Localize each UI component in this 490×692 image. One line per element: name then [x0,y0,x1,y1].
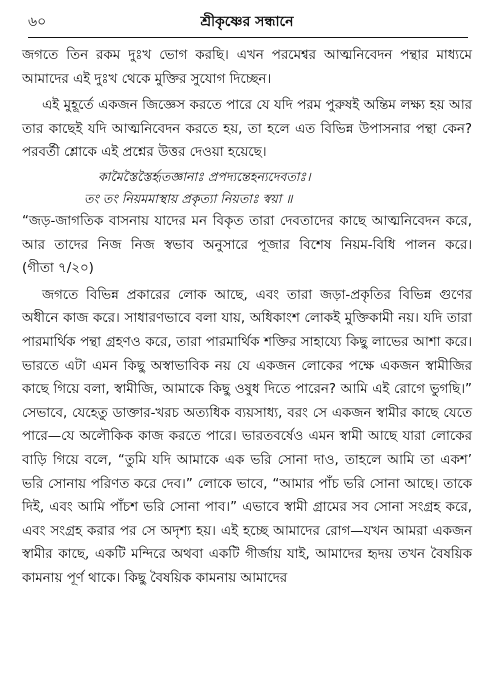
page-number: ৬০ [28,14,47,30]
translation-text: “জড়-জাগতিক বাসনায় যাদের মন বিকৃত তারা দেবতাদের কাছে আত্মনিবেদন করে, আর তাদের নিজ নিজ স্বভাব অনুসারে পূজার বিশেষ নিয়ম-বিধি পালন করে। [22,213,472,253]
page-header [28,10,466,34]
verse-line-1: কামৈস্তৈস্তৈর্হৃতজ্ঞানাঃ প্রপদ্যন্তেহন্যদেবতাঃ। [98,168,311,184]
paragraph-intro: জগতে তিন রকম দুঃখ ভোগ করছি। এখন পরমেশ্বর আত্মনিবেদন পন্থার মাধ্যমে আমাদের এই দুঃখ থেকে মুক্তির সুযোগ দিচ্ছেন। [22,48,472,87]
verse-line-2: তং তং নিয়মমাস্থায় প্রকৃত্যা নিয়তাঃ স্বয়া ॥ [84,190,293,206]
running-title: শ্রীকৃষ্ণের সন্ধানে [200,14,294,30]
translation-citation: (গীতা ৭/২০) [22,261,94,277]
sanskrit-verse [22,166,472,210]
paragraph-main: জগতে বিভিন্ন প্রকারের লোক আছে, এবং তারা জড়া-প্রকৃতির বিভিন্ন গুণের অধীনে কাজ করে। সাধারণভাবে বলা যায়, অধিকাংশ লোকই মুক্তিকামী নয়। যদি তারা পারমার্থিক পন্থা গ্রহণও করে, তারা পারমার্থিক শক্তির সাহায্যে কিছু লাভের আশা করে। ভারতে এটা এমন কিছু অস্বাভাবিক নয় যে একজন লোকের পক্ষে একজন স্বামীজির কাছে গিয়ে বলা, স্বামীজি, আমাকে কিছু ওষুধ দিতে পারেন? আমি এই রোগে ভুগছি।” সেভাবে, যেহেতু ডাক্তার-খরচ অত্যধিক ব্যয়সাধ্য, বরং সে একজন স্বামীর কাছে যেতে পারে—যে অলৌকিক কাজ করতে পারে। ভারতবর্ষেও এমন স্বামী আছে যারা লোকের বাড়ি গিয়ে বলে, “তুমি যদি আমাকে এক ভরি সোনা দাও, তাহলে আমি তা একশ’ ভরি সোনায় পরিণত করে দেব।” লোকে ভাবে, “আমার পাঁচ ভরি সোনা আছে। তাকে দিই, এবং আমি পাঁচশ ভরি সোনা পাব।” এভাবে স্বামী গ্রামের সব সোনা সংগ্রহ করে, এবং সংগ্রহ করার পর সে অদৃশ্য হয়। এই হচ্ছে আমাদের রোগ—যখন আমরা একজন স্বামীর কাছে, একটি মন্দিরে অথবা একটি গীর্জায় যাই, আমাদের হৃদয় তখন বৈষয়িক কামনায় পূর্ণ থাকে। কিছু বৈষয়িক কামনায় আমাদের [22,287,472,586]
header-rule [28,37,468,38]
page-body [22,44,472,590]
verse-translation [22,210,472,281]
paragraph-question: এই মুহূর্তে একজন জিজ্ঞেস করতে পারে যে যদি পরম পুরুষই অন্তিম লক্ষ্য হয় আর তার কাছেই যদি আত্মনিবেদন করতে হয়, তা হলে এত বিভিন্ন উপাসনার পন্থা কেন? পরবর্তী শ্লোকে এই প্রশ্নের উত্তর দেওয়া হয়েছে। [22,98,472,161]
